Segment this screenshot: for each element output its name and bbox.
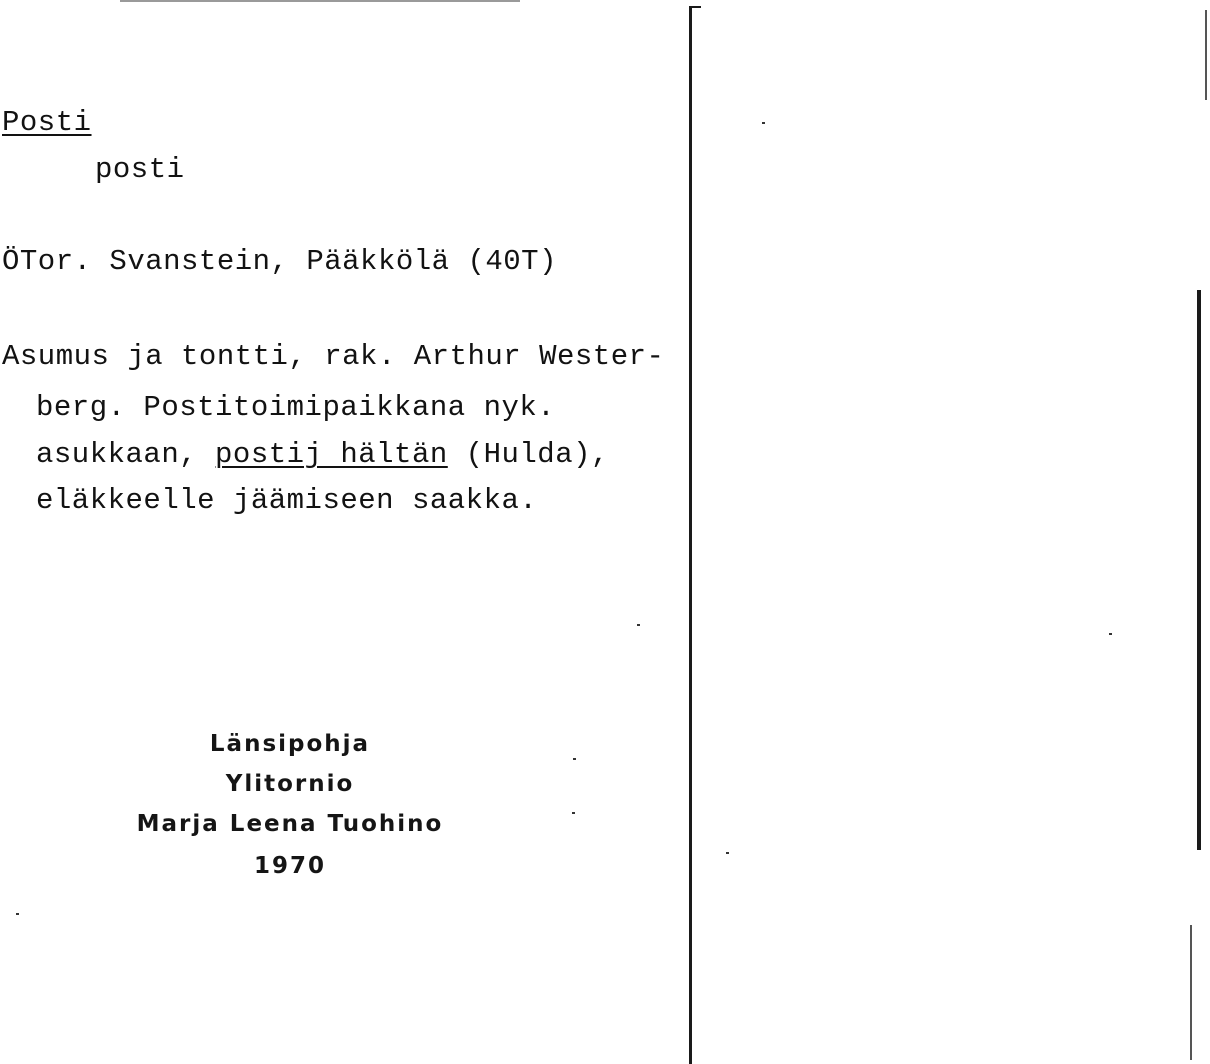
fold-line-left (689, 8, 692, 1064)
body-line-4: eläkkeelle jäämiseen saakka. (36, 484, 538, 517)
stamp-region: Länsipohja (209, 731, 371, 757)
card-keyword: posti (95, 153, 185, 186)
body-line-1: Asumus ja tontti, rak. Arthur Wester- (2, 340, 665, 373)
stamp-collector: Marja Leena Tuohino (136, 811, 444, 837)
speck (762, 122, 765, 124)
fold-line-tick (689, 6, 701, 8)
speck (1109, 633, 1112, 635)
speck (726, 852, 729, 854)
body-line-3 (36, 440, 609, 470)
body-line-3-end: (Hulda), (447, 438, 609, 471)
body-line-3-start: asukkaan, (36, 438, 216, 471)
right-edge-dashes-bottom (1190, 925, 1192, 1060)
speck (637, 624, 640, 626)
dialect-form: postij hältän (215, 438, 448, 471)
speck (573, 758, 576, 760)
right-edge-dashes-top (1205, 10, 1207, 100)
location-line: ÖTor. Svanstein, Pääkkölä (40T) (2, 245, 557, 278)
speck (572, 812, 575, 814)
stamp-parish: Ylitornio (225, 771, 355, 797)
right-edge-line (1197, 290, 1201, 850)
card-heading: Posti (2, 106, 92, 139)
body-line-2: berg. Postitoimipaikkana nyk. (36, 391, 556, 424)
speck (16, 913, 19, 915)
top-scan-smudge (120, 0, 520, 2)
stamp-year: 1970 (253, 853, 326, 879)
